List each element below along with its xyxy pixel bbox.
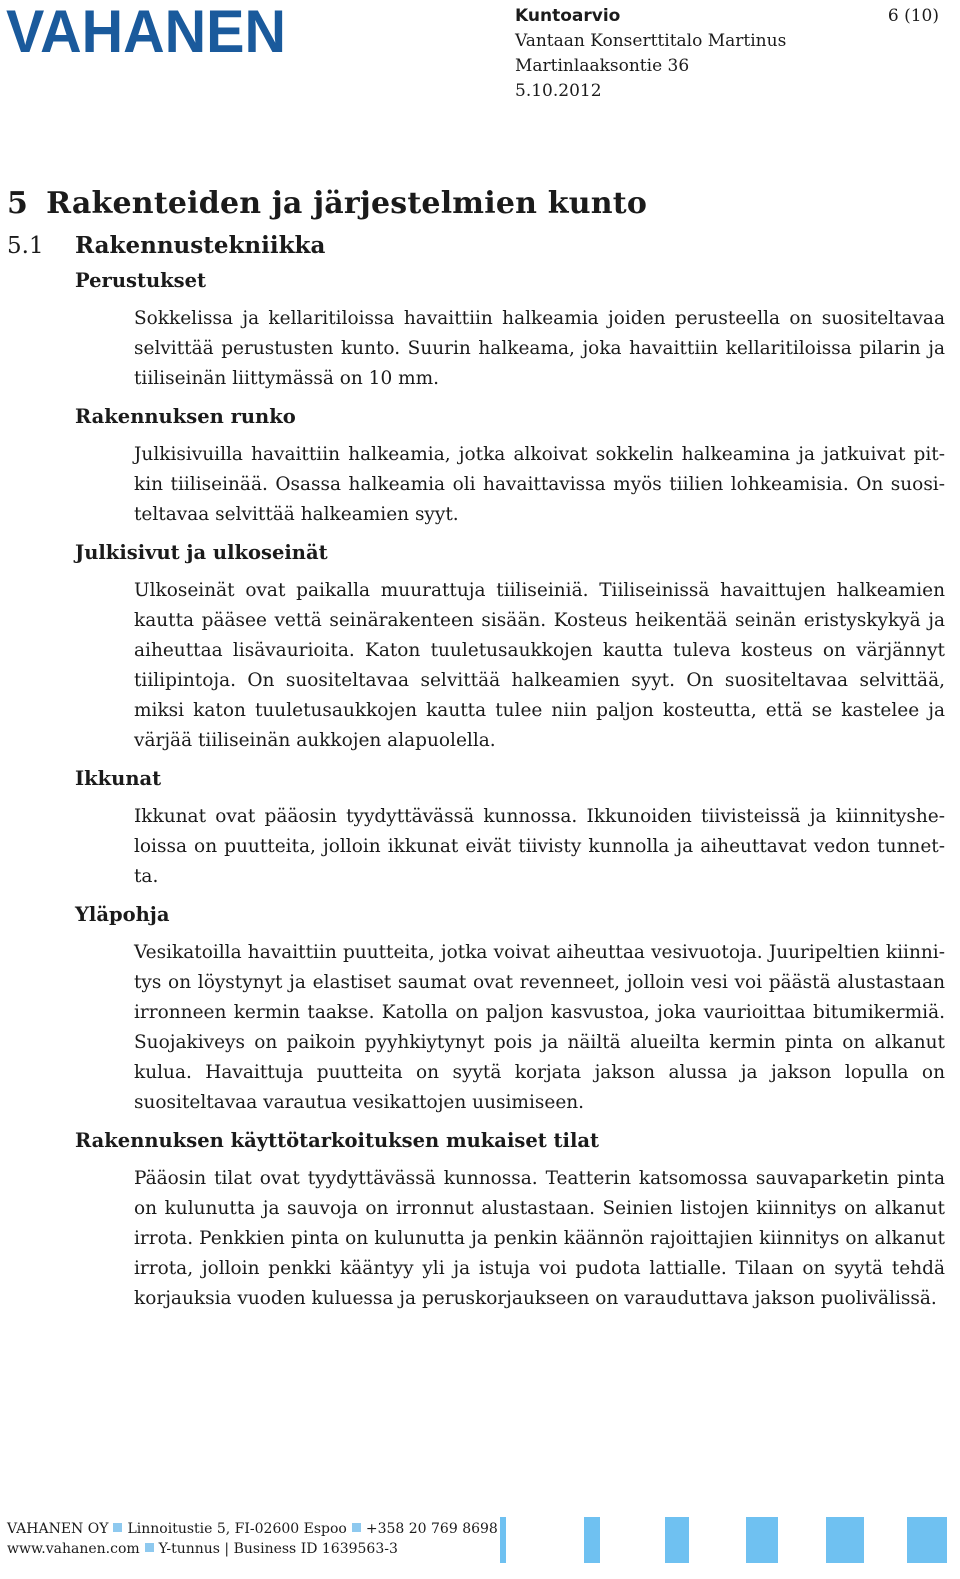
chapter-number: 5 <box>7 186 29 221</box>
subsection-ikkunat <box>75 764 945 892</box>
subsection-text: Ulkoseinät ovat paikalla muurattuja tiiliseiniä. Tiiliseinissä havaittujen halkeamien kautta pääsee vettä seinärakenteen sisään. Kosteus heikentää seinän eristyskykyä ja aiheuttaa lisävaurioita. Katon tuuletusaukkojen kautta tuleva kosteus on värjännyt tiilipintoja. On suositeltavaa selvittää halkeamien syyt. On suositeltavaa selvittää, miksi katon tuuletusaukkojen kautta tulee niin paljon kosteutta, että se kastelee ja värjää tiiliseinän aukkojen alapuolella. <box>134 580 945 751</box>
subsection-text: Ikkunat ovat pääosin tyydyttävässä kunnossa. Ikkunoiden tiivisteissä ja kiinnitysheloissa on puutteita, jolloin ikkunat eivät tiivisty kunnolla ja aiheuttavat vedon tunnetta. <box>134 806 945 887</box>
section-heading <box>7 232 325 259</box>
subsection-kayttotarkoitus-tilat <box>75 1126 945 1314</box>
page-footer <box>7 1519 947 1569</box>
footer-business-id: Y-tunnus | Business ID 1639563-3 <box>158 1541 398 1557</box>
chapter-title: Rakenteiden ja järjestelmien kunto <box>46 186 648 221</box>
vahanen-logo-graphic <box>6 2 288 58</box>
document-title: Kuntoarvio <box>515 6 621 26</box>
vahanen-logo <box>6 2 288 58</box>
page-number: 6 (10) <box>887 6 939 26</box>
subsection-heading: Rakennuksen runko <box>75 405 296 428</box>
subsection-julkisivut <box>75 538 945 756</box>
subsection-heading: Rakennuksen käyttötarkoituksen mukaiset tilat <box>75 1129 599 1152</box>
footer-decoration-bars <box>500 1517 947 1563</box>
subsection-heading: Yläpohja <box>75 903 170 926</box>
subsection-text: Pääosin tilat ovat tyydyttävässä kunnossa. Teatterin katsomossa sauvaparketin pinta on kulunutta ja sauvoja on irronnut alustastaan. Seinien listojen kiinnitys on alkanut irrota. Penkkien pinta on kulunutta ja penkin käännön rajoittajien kiinnitys on alkanut irrota, jolloin penkki kääntyy yli ja istuja voi pudota lattialle. Tilaan on syytä tehdä korjauksia vuoden kuluessa ja peruskorjaukseen on varauduttava jakson puolivälissä. <box>134 1168 945 1309</box>
footer-company: VAHANEN OY <box>7 1521 109 1537</box>
subsection-heading: Perustukset <box>75 269 207 292</box>
subsection-heading: Ikkunat <box>75 767 162 790</box>
footer-website: www.vahanen.com <box>7 1541 140 1557</box>
subsection-heading: Julkisivut ja ulkoseinät <box>75 541 328 564</box>
footer-bar <box>746 1517 778 1563</box>
building-address: Martinlaaksontie 36 <box>515 56 690 76</box>
footer-bar <box>665 1517 689 1563</box>
section-title: Rakennustekniikka <box>75 232 326 259</box>
footer-bar <box>907 1517 947 1563</box>
subsection-perustukset <box>75 266 945 394</box>
footer-bar <box>584 1517 600 1563</box>
subsection-ylapohja <box>75 900 945 1118</box>
document-header <box>515 4 940 104</box>
chapter-heading <box>7 186 647 221</box>
square-bullet-icon <box>352 1523 361 1532</box>
logo-text: VAHANEN <box>6 2 286 58</box>
footer-phone: +358 20 769 8698 <box>365 1521 498 1537</box>
footer-bar <box>826 1517 864 1563</box>
subsection-text: Sokkelissa ja kellaritiloissa havaittiin halkeamia joiden perusteella on suositeltavaa selvittää perustusten kunto. Suurin halkeama, joka havaittiin kellaritiloissa pilarin ja tiiliseinän liittymässä on 10 mm. <box>134 308 945 389</box>
section-number: 5.1 <box>7 233 44 259</box>
square-bullet-icon <box>113 1523 122 1532</box>
subsection-rakennuksen-runko <box>75 402 945 530</box>
square-bullet-icon <box>145 1543 154 1552</box>
footer-address: Linnoitustie 5, FI-02600 Espoo <box>127 1521 347 1537</box>
subsection-text: Julkisivuilla havaittiin halkeamia, jotka alkoivat sokkelin halkeamina ja jatkuivat pitkin tiiliseinää. Osassa halkeamia oli havaittavissa myös tiilien lohkeamisia. On suositeltavaa selvittää halkeamien syyt. <box>134 444 945 525</box>
footer-bar <box>500 1517 506 1563</box>
building-name: Vantaan Konserttitalo Martinus <box>515 31 787 51</box>
subsection-text: Vesikatoilla havaittiin puutteita, jotka voivat aiheuttaa vesivuotoja. Juuripeltien kiinnitys on löystynyt ja elastiset saumat ovat revenneet, jolloin vesi voi päästä alustastaan irronneen kermin taakse. Katolla on paljon kasvustoa, joka vaurioittaa bitumikermiä. Suojakiveys on paikoin pyyhkiytynyt pois ja näiltä alueilta kermin pinta on alkanut kulua. Havaittuja puutteita on syytä korjata jakson alussa ja jakson lopulla on suositeltavaa varautua vesikattojen uusimiseen. <box>134 942 945 1113</box>
report-date: 5.10.2012 <box>515 81 602 101</box>
report-body <box>75 266 945 1314</box>
